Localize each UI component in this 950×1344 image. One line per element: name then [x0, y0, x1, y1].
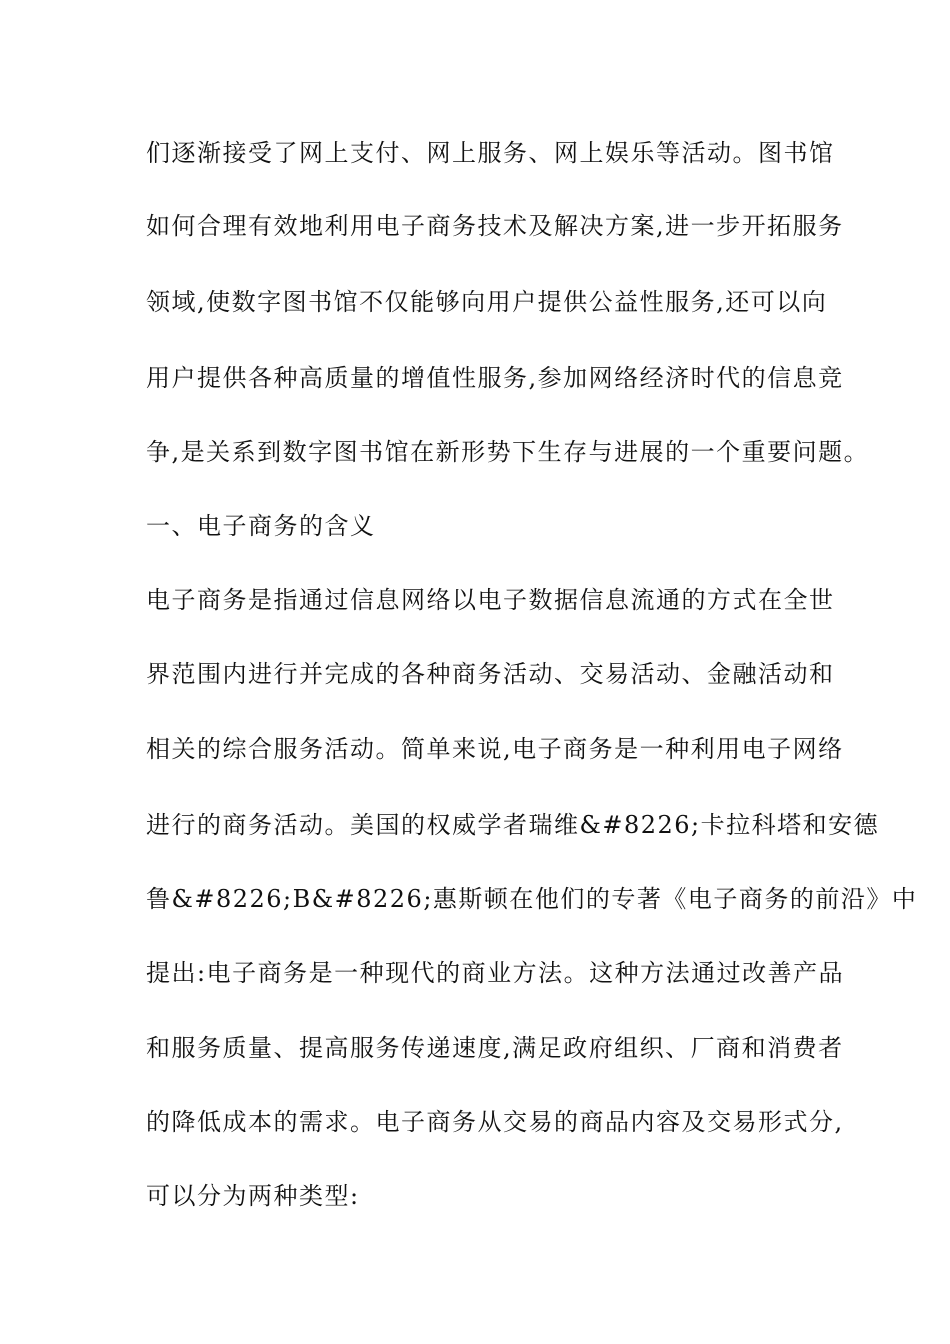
paragraph-line: 和服务质量、提高服务传递速度,满足政府组织、厂商和消费者 — [146, 1034, 844, 1062]
paragraph-line: 提出:电子商务是一种现代的商业方法。这种方法通过改善产品 — [146, 959, 845, 987]
paragraph-line: 如何合理有效地利用电子商务技术及解决方案,进一步开拓服务 — [146, 212, 844, 240]
paragraph-line: 电子商务是指通过信息网络以电子数据信息流通的方式在全世 — [146, 586, 835, 614]
paragraph-line: 鲁&#8226;B&#8226;惠斯顿在他们的专著《电子商务的前沿》中 — [146, 885, 918, 913]
paragraph-line: 相关的综合服务活动。简单来说,电子商务是一种利用电子网络 — [146, 735, 844, 763]
paragraph-line: 界范围内进行并完成的各种商务活动、交易活动、金融活动和 — [146, 660, 835, 688]
paragraph-line: 的降低成本的需求。电子商务从交易的商品内容及交易形式分, — [146, 1108, 844, 1136]
paragraph-line: 可以分为两种类型: — [146, 1182, 360, 1210]
paragraph-line: 领域,使数字图书馆不仅能够向用户提供公益性服务,还可以向 — [146, 288, 828, 316]
section-heading: 一、电子商务的含义 — [146, 512, 376, 540]
paragraph-line: 用户提供各种高质量的增值性服务,参加网络经济时代的信息竞 — [146, 364, 844, 392]
paragraph-line: 们逐渐接受了网上支付、网上服务、网上娱乐等活动。图书馆 — [146, 139, 835, 167]
paragraph-line: 进行的商务活动。美国的权威学者瑞维&#8226;卡拉科塔和安德 — [146, 811, 880, 839]
paragraph-line: 争,是关系到数字图书馆在新形势下生存与进展的一个重要问题。 — [146, 438, 870, 466]
